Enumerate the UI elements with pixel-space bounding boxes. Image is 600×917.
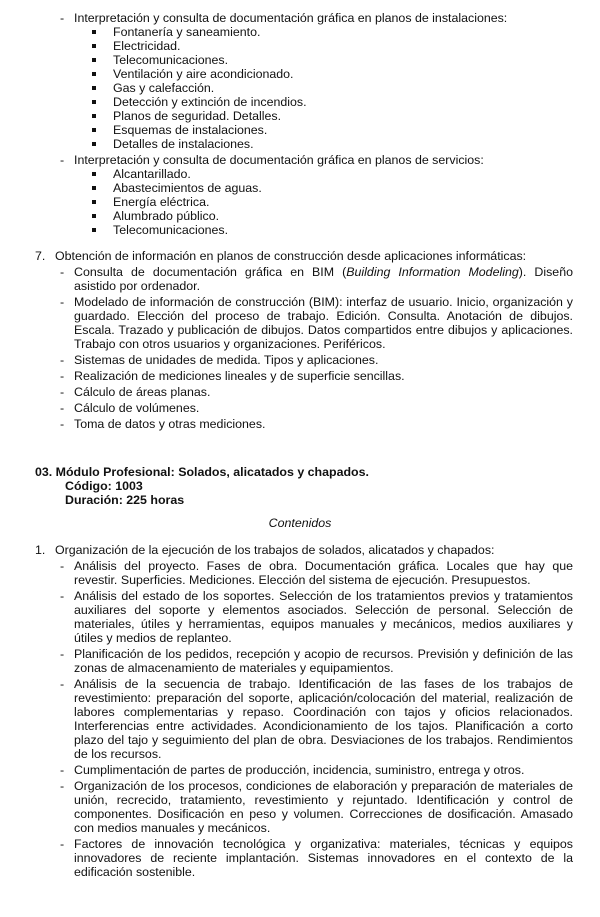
list-item: - Análisis del proyecto. Fases de obra. Documentación gráfica. Locales que hay que revestir. Superficies. Mediciones. Elección del sistema de ejecución. Presupuestos. [0,559,600,587]
list-item: - Análisis del estado de los soportes. Selección de los tratamientos previos y tratamientos auxiliares del soporte y elementos asociados. Selección de personal. Selección de materiales, útiles y herramientas, equipos manuales y mecánicos, medios auxiliares y útiles y medios de replanteo. [0,589,600,645]
sub-list-item: Alumbrado público. [0,209,600,223]
sub-list-item: Gas y calefacción. [0,81,600,95]
list-item: - Planificación de los pedidos, recepción y acopio de recursos. Previsión y definición de las zonas de almacenamiento de materiales y equipamientos. [0,647,600,675]
list-item: - Realización de mediciones lineales y de superficie sencillas. [0,369,600,383]
section-number: 1. [35,543,46,557]
list-item-text: ). Diseño asistido por ordenador. [74,265,573,293]
list-item: - Cálculo de volúmenes. [0,401,600,415]
list-item [0,265,600,293]
sub-list-item: Telecomunicaciones. [0,53,600,67]
list-item-emphasis: Building Information Modeling [346,265,519,279]
sub-list-item: Telecomunicaciones. [0,223,600,237]
list-item: - Interpretación y consulta de documentación gráfica en planos de servicios: [0,153,600,167]
contents-heading: Contenidos [268,516,332,530]
list-item: - Interpretación y consulta de documentación gráfica en planos de instalaciones: [0,11,600,25]
sub-list-item: Alcantarillado. [0,167,600,181]
sub-list-item: Abastecimientos de aguas. [0,181,600,195]
list-item: - Análisis de la secuencia de trabajo. Identificación de las fases de los trabajos de revestimiento: preparación del soporte, aplicación/colocación del material, realización de labores complementarias y repaso. Coordinación con tajos y oficios relacionados. Interferencias entre actividades. Acondicionamiento de los tajos. Planificación a corto plazo del tajo y seguimiento del plan de obra. Desviaciones de los trabajos. Rendimientos de los recursos. [0,677,600,761]
list-item: - Organización de los procesos, condiciones de elaboración y preparación de materiales de unión, recrecido, tratamiento, revestimiento y rejuntado. Identificación y control de componentes. Dosificación en peso y volumen. Correcciones de dosificación. Amasado con medios manuales y mecánicos. [0,779,600,835]
module-title: 03. Módulo Profesional: Solados, alicatados y chapados. [35,465,369,479]
sub-list-item: Ventilación y aire acondicionado. [0,67,600,81]
sub-list-item: Electricidad. [0,39,600,53]
list-item: - Factores de innovación tecnológica y organizativa: materiales, técnicas y equipos innovadores de reciente implantación. Sistemas innovadores en el contexto de la edificación sostenible. [0,837,600,879]
installations-block [0,11,600,237]
section-heading [0,543,600,557]
section-1 [0,543,600,879]
module-code: Código: 1003 [65,479,143,493]
sub-list-item: Planos de seguridad. Detalles. [0,109,600,123]
list-item: - Cálculo de áreas planas. [0,385,600,399]
list-item: - Toma de datos y otras mediciones. [0,417,600,431]
list-item: - Cumplimentación de partes de producción, incidencia, suministro, entrega y otros. [0,763,600,777]
sub-list-item: Fontanería y saneamiento. [0,25,600,39]
section-7 [0,249,600,431]
list-item: - Modelado de información de construcción (BIM): interfaz de usuario. Inicio, organización y guardado. Elección del proceso de trabajo. Edición. Consulta. Anotación de dibujos. Escala. Trazado y publicación de dibujos. Datos compartidos entre dibujos y aplicaciones. Trabajo con otros usuarios y organizaciones. Periféricos. [0,295,600,351]
section-title: Obtención de información en planos de construcción desde aplicaciones informáticas: [55,249,527,263]
module-duration: Duración: 225 horas [65,493,185,507]
module-header [0,465,600,507]
sub-list-item: Detección y extinción de incendios. [0,95,600,109]
sub-list-item: Energía eléctrica. [0,195,600,209]
list-item-text: Consulta de documentación gráfica en BIM ( [74,265,347,279]
sub-list-item: Detalles de instalaciones. [0,137,600,151]
section-heading [0,249,600,263]
section-number: 7. [35,249,46,263]
list-item: - Sistemas de unidades de medida. Tipos y aplicaciones. [0,353,600,367]
sub-list-item: Esquemas de instalaciones. [0,123,600,137]
section-title: Organización de la ejecución de los trabajos de solados, alicatados y chapados: [55,543,495,557]
